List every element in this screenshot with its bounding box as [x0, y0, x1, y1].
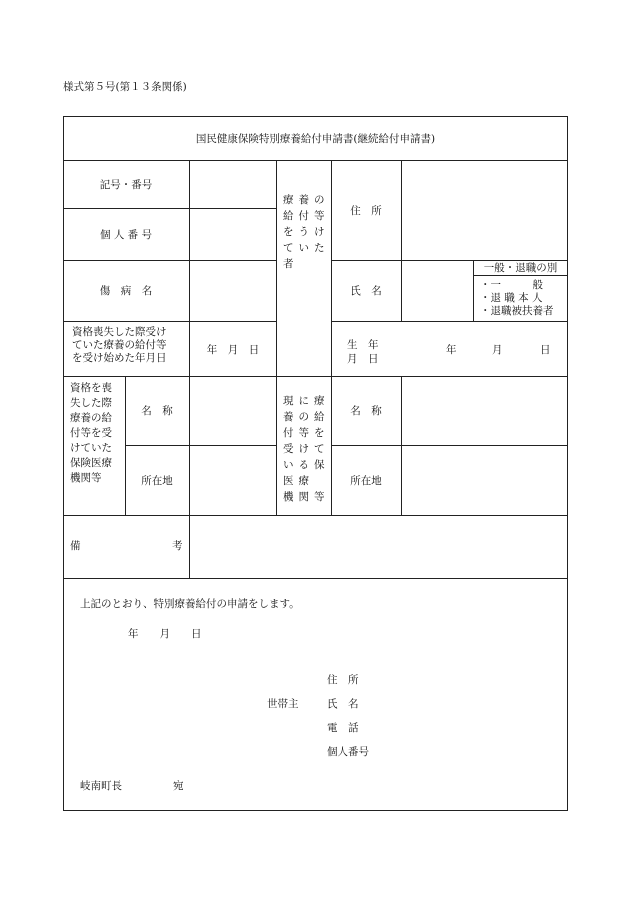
honorific: 宛	[173, 780, 184, 792]
address-label: 住 所	[350, 204, 382, 217]
form-title: 国民健康保険特別療養給付申請書(継続給付申請書)	[195, 132, 436, 145]
kigou-bangou-field[interactable]	[190, 161, 276, 208]
footer-personal-number-label: 個人番号	[327, 746, 369, 758]
remarks-field[interactable]	[190, 516, 567, 578]
addressee: 岐南町長	[80, 780, 122, 792]
start-date-value[interactable]: 年 月 日	[206, 343, 260, 356]
remarks-label-1: 備	[70, 540, 81, 552]
current-inst-name-field[interactable]	[402, 377, 567, 445]
shoubyou-label: 傷 病 名	[99, 285, 153, 297]
footer-phone-label: 電 話	[327, 722, 359, 734]
form-number: 様式第５号(第１３条関係)	[63, 81, 187, 93]
address-field[interactable]	[402, 161, 567, 260]
kojin-bangou-field[interactable]	[190, 209, 276, 260]
householder-label: 世帯主	[267, 698, 299, 710]
line	[473, 275, 568, 276]
prev-institution-label: 資格を喪 失した際 療養の給 付等を受 けていた 保険医療 機関等	[70, 382, 112, 484]
prev-inst-location-label: 所在地	[141, 474, 173, 487]
category-option-general[interactable]: ・一 般	[480, 279, 543, 291]
frame-bottom	[63, 810, 568, 811]
line	[63, 578, 568, 579]
kigou-bangou-label: 記号・番号	[99, 178, 153, 191]
prev-inst-location-field[interactable]	[190, 446, 276, 515]
birth-day[interactable]: 日	[540, 344, 551, 356]
remarks-label-2: 考	[172, 540, 183, 552]
footer-address-label: 住 所	[327, 674, 359, 686]
category-header: 一般・退職の別	[483, 262, 558, 274]
birth-year[interactable]: 年	[446, 344, 457, 356]
prev-inst-name-field[interactable]	[190, 377, 276, 445]
kojin-bangou-label: 個 人 番 号	[99, 228, 152, 241]
statement: 上記のとおり、特別療養給付の申請をします。	[80, 598, 300, 610]
recipient-label: 療 養 の 給 付 等 を う け て い た 者	[283, 194, 325, 270]
current-inst-location-field[interactable]	[402, 446, 567, 515]
category-option-dependent[interactable]: ・退職被扶養者	[480, 305, 554, 317]
prev-inst-name-label: 名 称	[141, 405, 173, 417]
footer-name-label: 氏 名	[327, 698, 359, 710]
line	[331, 321, 568, 322]
birth-month[interactable]: 月	[492, 344, 503, 356]
application-date[interactable]: 年 月 日	[128, 628, 202, 640]
frame-right	[567, 116, 568, 811]
birth-label: 生 年 月 日	[347, 339, 379, 365]
category-options[interactable]	[480, 279, 554, 318]
current-institution-label: 現 に 療 養 の 給 付 等 を 受 け て い る 保 医 療 機 関 等	[283, 395, 325, 503]
shoubyou-field[interactable]	[190, 261, 276, 321]
line	[276, 160, 277, 376]
name-label: 氏 名	[350, 285, 382, 297]
current-inst-name-label: 名 称	[350, 405, 382, 417]
start-date-label: 資格喪失した際受け ていた療養の給付等 を受け始めた年月日	[72, 326, 167, 364]
line	[276, 376, 277, 515]
current-inst-location-label: 所在地	[350, 474, 382, 487]
category-option-retired[interactable]: ・退 職 本 人	[480, 292, 543, 304]
name-field[interactable]	[402, 261, 473, 321]
